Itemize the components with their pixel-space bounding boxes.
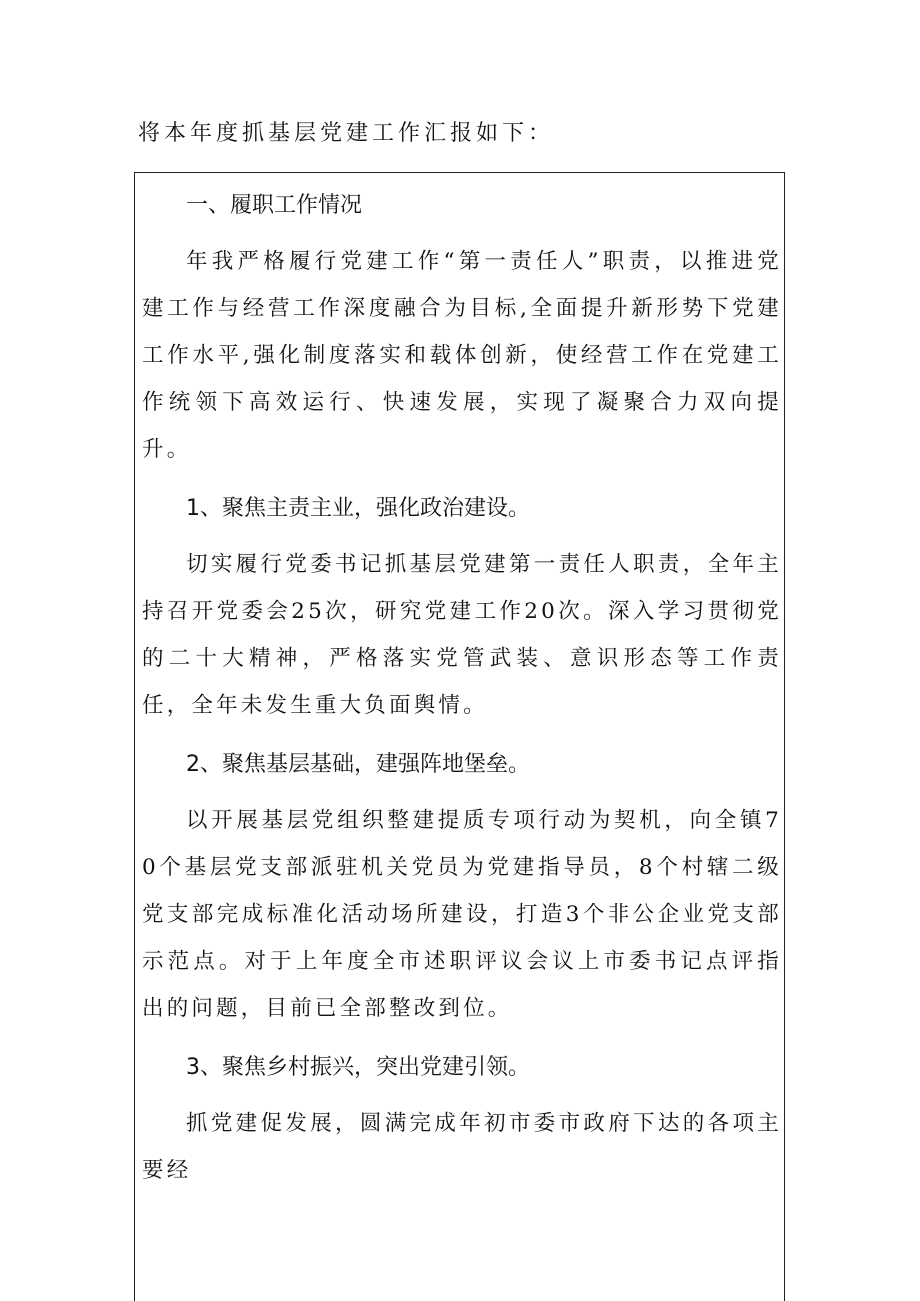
item-title-3: 3、聚焦乡村振兴，突出党建引领。 (186, 1055, 530, 1080)
section-paragraph: 年我严格履行党建工作“第一责任人”职责，以推进党建工作与经营工作深度融合为目标,全面提升新形势下党建工作水平,强化制度落实和载体创新，使经营工作在党建工作统领下高效运行、快速发展，实现了凝聚合力双向提升。 (142, 249, 782, 462)
item-paragraph-1: 切实履行党委书记抓基层党建第一责任人职责，全年主持召开党委会25次，研究党建工作20次。深入学习贯彻党的二十大精神，严格落实党管武装、意识形态等工作责任，全年未发生重大负面舆情。 (142, 552, 782, 718)
item-title-2: 2、聚焦基层基础，建强阵地堡垒。 (186, 752, 530, 777)
item-paragraph-2: 以开展基层党组织整建提质专项行动为契机，向全镇70个基层党支部派驻机关党员为党建指导员，8个村辖二级党支部完成标准化活动场所建设，打造3个非公企业党支部示范点。对于上年度全市述职评议会议上市委书记点评指出的问题，目前已全部整改到位。 (142, 808, 782, 1021)
report-body (142, 178, 782, 1204)
intro-line: 将本年度抓基层党建工作汇报如下： (138, 121, 555, 146)
item-title-1: 1、聚焦主责主业，强化政治建设。 (186, 496, 530, 521)
section-title: 一、履职工作情况 (186, 193, 363, 218)
item-paragraph-3: 抓党建促发展，圆满完成年初市委市政府下达的各项主要经 (142, 1111, 782, 1183)
